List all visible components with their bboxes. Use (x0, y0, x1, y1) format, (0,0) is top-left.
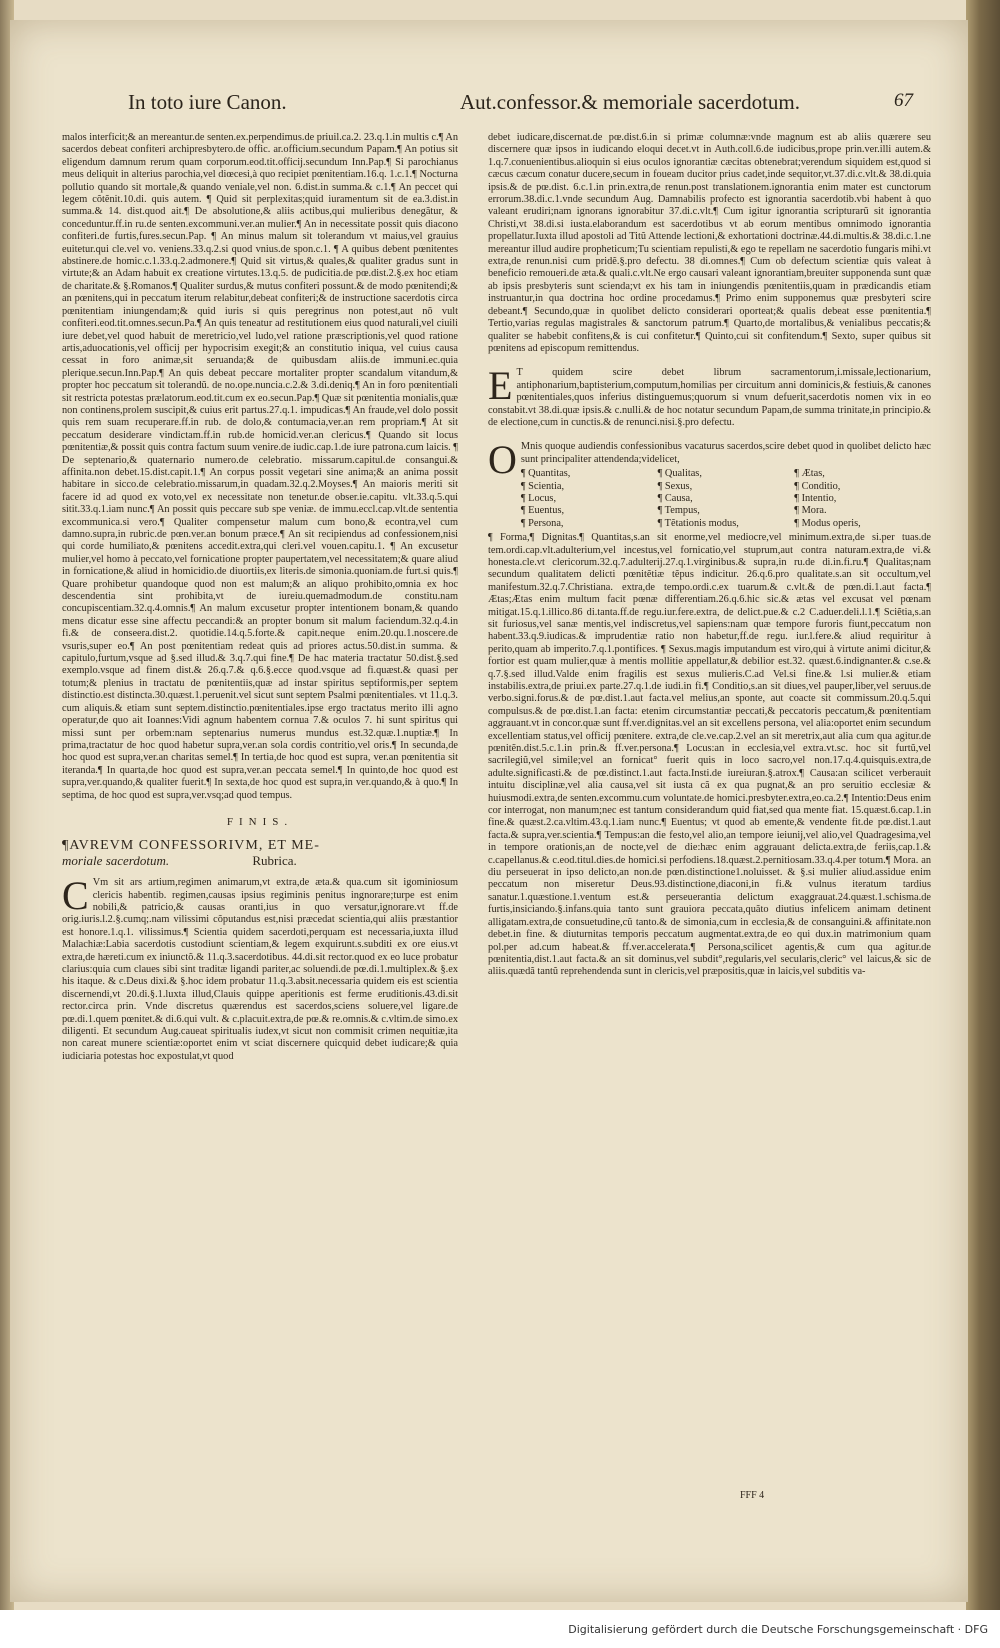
list-item: ¶ Intentio, (794, 492, 837, 504)
rubric-label: Rubrica. (252, 852, 297, 868)
running-head-title: Aut.confessor.& memoriale sacerdotum. (460, 90, 800, 114)
right-column-text-4: ¶ Forma,¶ Dignitas.¶ Quantitas,s.an sit enorme,vel mediocre,vel minimum.extra,de si.per tuas.de tem.ordi.cap.vlt.adulterium,vel incestus,vel fornicatio,vel stuprum,aut contra naturam.extra,de vi.& honesta.cle.vt clericorum.32.q.7.adulterij.27.q.1.virginibus.& supra,in ru.de di.in.fi.ru.¶ Qualitas;nam secundum qualitatem delicti pœnitẽtiæ tẽpus indicitur. 26.q.6.pro qualitate.s.an sit occultum,vel manifestum.32.q.7.Christiana. extra,de tempo.ordi.c.ex tuarum.& c.vlt.& de pœn.di.1.aut facta.¶ Ætas;Ætas enim multum facit pœnæ differentiam.26.q.6.hic sic.& ætas vel excusat vel pœnam mitigat.15.q.1.illico.86 di.tanta.ff.de regu.iur.fere.extra, de delict.pue.& c.2 C.aduer.deli.l.1.¶ Sciẽtia,s.an sit furiosus,vel sanæ mentis,vel indiscretus,vel sapiens:nam quæ tempore furoris fiunt,peccatum non habent.33.q.9.iudicas.& imprudentiæ ratio non habetur,ff.de regu. iur.l.fere.& aliud requiritur à perito,quam ab imperito.7.q.1.pontifices. ¶ Sexus.magis imputandum est viro,qui à virtute animi dicitur,& fortior est quam mulier,quæ à mentis mollitie appellatur,& debilior est.32. quæst.6.indignanter.& c.se.& q.7.§.sed illud.Valde enim fragilis est sexus mulieris.C.ad Vel.si fine.& l.si mulier.& etiam instabilis.extra,de priui.ex parte.27.q.1.de iudi.in fi.¶ Conditio,s.an sit diues,vel pauper,liber,vel seruus.de verbo.signi.forus.& de pœ.dist.1.aut facta.vel melius,an sponte, aut coacte sit commissum.20.q.5.qui compulsus.& de pœ.dist.1.an facta: etenim circumstantiæ peccati,& peccatoris peccatum,& pœnitentiam aggrauant.vt in concor.quæ sunt ff.ver.dignitas.vel an sit excellens persona, vel alia:oportet enim secundum excellentiam status,vel officij pœnitere. extra,de cle.ve.cap.2.vel an sit meretrix,aut alia cum qua agitur.de pœnitẽn.dist.5.c.1.in prin.& ff.ver.persona.¶ Locus:an in ecclesia,vel extra.vt.sc. hoc sit furtũ,vel sacrilegiũ,vel simile;vel an fornicat° fuerit quis in loco sacro,vel non.17.q.4.quisquis.extra,de adulte.significasti.& de pœ.distinct.1.aut facta.Insti.de iureiuran.§.atrox.¶ Causa:an scilicet verberauit intuitu disciplinæ,vel alia causa,vel sit iusta cã ex qua pugnat,& an pro seruitio ecclesiæ & huiusmodi.extra,de senten.excommu.cum voluntate.de homici.presbyter.extra,eo.ca.2.¶ Intentio:Deus enim cor interrogat, non manum;nec est tantum considerandum quid fiat,sed qua mente fiat. 15.quæst.6.cap.1.in fine.& quæst.2.ca.vltim.43.q.1.iam nunc.¶ Euentus; vt quod ab emente,& vendente fit.de pœ.dist.1.aut facta.& supra,ver.scientia.¶ Tempus:an die festo,vel alio,an tempore ieiunij,vel alio,vel Quadragesima,vel in tempore orationis,an de nocte,vel de die:hæc enim aggrauant delicta.extra,de feriis,cap.1.& c.capellanus.& c.eod.titul.dies.de homici.si perfodiens.18.quæst.2.pernitiosam.33.q.4.per totum.¶ Mora. an diu perseuerat in ipso delicto,an non.de pœn.distinctione1.noluisset. & §.si mulier aliud.assidue enim peccatum non miseretur Deus.93.distinctione,diaconi,in fi.& vulnus iteratum tardius sanatur.1.quæstione.1.ventum est.& perseuerantia delictum exaggrauat.24.quæst.1.schisma.de furtis,insiciando.§.infans.quia tanto sunt grauiora peccata,quãto diutius infelicem animam detinent alligatam.extra,de consuetudine,cũ tanto.& de simonia,cum in ecclesia,& de consanguini.& affinitate.non debet.in fine. & diuturnitas temporis peccatum augmentat.extra,de eo qui dux.in matrimonium quam pol.per ad.cum habeat.& ff.ver.accelerata.¶ Persona,scilicet agentis,& cum qua agitur.de pœnitentia,dist.1.aut facta.& an sit dominus,vel subdit°,regularis,vel secularis,cleric° vel laicus,& sic de aliis.quædã tantũ reprehendenda sunt in clericis,vel præpositis,quæ in laicis,vel subditis va- (488, 532, 931, 978)
circumstance-list (521, 468, 931, 530)
list-item: ¶ Conditio, (794, 480, 841, 492)
list-item: ¶ Scientia, (520, 480, 565, 492)
list-item: ¶ Sexus, (657, 480, 693, 492)
list-item: ¶ Quantitas, (520, 468, 571, 480)
list-item: ¶ Causa, (657, 492, 693, 504)
list-item: ¶ Modus operis, (794, 517, 861, 529)
rubric-title: ¶AVREVM CONFESSORIVM, ET ME- (62, 838, 320, 854)
book-right-edge (966, 0, 1000, 1648)
footer-credit: Digitalisierung gefördert durch die Deutsche Forschungsgemeinschaft · DFG (568, 1623, 988, 1636)
footer-bar (0, 1610, 1000, 1648)
signature-mark: FFF 4 (740, 1490, 765, 1501)
right-column-text: debet iudicare,discernat.de pœ.dist.6.in si primæ columnæ:vnde magnum est ab aliis quærere seu discernere quæ ipsos in iudicando eloqui decet.vt in Auth.coll.6.de iudicibus,prope prin.ver.illi autem.& 1.q.7.conuenientibus.alioquin si eius oculos ignorantiæ cæcitas obtenebrat;verendum siquidem est,quod si cæcus cæcum conatur ducere,secum in foueam ducitor prius cadet,inde sequitor,vt.37.di.c.vlt.& 38.di.quia ipsis.& de pœ.dist. 6.c.1.in prin.extra,de renun.post translationem.ignorantia enim mater est cunctorum errorum.38.di.c.1.vnde secundum Aug. Damnabilis profecto est ignorantia sacerdotib.vbi habent à quo valeant erudiri;nam ignorans ignorabitur 37.di.c.vlt.¶ Cum igitur ignorantia scripturarũ sit ignorantia Christi,vt 38.di.si iusta.elaborandum est sacerdotibus vt ab eorum mentibus omnimodo ignorantia propellatur.Iuxta illud apostoli ad Titũ Attende lectioni,& exhortationi doctrinæ.44.di.multis.& 38.di.c.1.ne mereantur illud audire propheticum;Tu scientiam repulisti,& ego te repellam ne sacerdotio fungaris mihi.vt extra,de renun.nisi cum pridẽ.§.pro defectu. 38 di.omnes.¶ Cum ob defectum scientiæ quis valeat à beneficio remoueri.de æta.& quali.c.vlt.Ne ergo causari valeant ignorantiam,breuiter supponenda sunt quæ ab ipsis presbyteris sunt scienda;vt ex his tam in iniungendis pœnitentiis,quam in prædicandis etiam instruantur,in qua doctrina hoc ordine procedamus.¶ Primo enim supponemus quæ presbyteri scire debeant.¶ Secundo,quæ in quolibet delicto considerari oporteat;& qualis debeat esse pœnitentia.¶ Tertio,varias regulas magistrales & sanctorum patrum.¶ Quarto,de mortalibus,& venialibus peccatis;& qualiter se habebit confitens,& is cui confitetur.¶ Quinto,cui sit confitendum.¶ Sexto, super quibus sit pœnitens ad episcopum remittendus. (488, 132, 931, 354)
list-item: ¶ Ætas, (794, 468, 825, 480)
left-column (62, 132, 458, 1500)
right-column-text-2: T quidem scire debet librum sacramentorum,i.missale,lectionarium, antiphonarium,baptisterium,computum,homilias per circuitum anni dominicis,& festiuis,& canones pœnitentiales,quos inferius distinguemus;quorum si vnum defuerit,sacerdotis nomen vix in eo constabit.vt 38.di.quæ ipsis.& c.nulli.& de hoc notatur secundum Papam,de summa trinitate,in principio.& de electione,cum in cunctis.& de renunci.nisi.§.pro defectu. (488, 367, 931, 428)
list-item: ¶ Euentus, (520, 505, 565, 517)
list-item: ¶ Mora. (794, 505, 827, 517)
running-head-left: In toto iure Canon. (128, 90, 287, 114)
rubric-subtitle-italic: moriale sacerdotum. (62, 852, 170, 868)
left-column-text: malos interficit;& an mereantur.de senten.ex.perpendimus.de priuil.ca.2. 23.q.1.in multis c.¶ An sacerdos debeat confiteri archipresbytero.de offic. ar.officium.secundum Papam.¶ An potius sit eligendum damnum rerum quam corporum.eod.tit.officij.secundum Inn.Pap.¶ Si parochianus meus deliquit in alterius parochia,vel diœcesi,à quo recipiet pœnitentiam.16.q. 1.c.1.¶ Nocturna pollutio quando sit mortale,& quando veniale,vel non. 6.dist.in summa.& c.1.¶ An peccet qui legem cõtẽnit.10.di. quis autem. ¶ Quid sit perplexitas;quid iuramentum sit de ea.3.dist.in summa.& 14. dist.quod ait.¶ De absolutione,& aliis actibus,qui mulieribus denegãtur, & conceduntur.ff.in ru.de senten.excommuni.ver.an mulier.¶ An in necessitate possit quis diacono confiteri.de furtis,fures.secun.Pap. ¶ An minus malum sit tolerandum vt maius,vel grauius euitetur.qui cle.vel vo. veniens.33.q.2.si quod vnius.de spon.c.1. ¶ A quibus debent pœnitentes abstinere.de homic.c.1.33.q.2.admonere.¶ Quid sit virtus,& quales,& qualiter gradus sunt in virtute;& an Adam habuit ex creatione virtutes.13.q.5. de pudicitia.de pœ.dist.2.§.ex hoc etiam de charitate.& §.Romanos.¶ Qualiter surdus,& mutus confiteri possunt.& de modo pœnitendi;& an pœnitens,qui in peccatum iterum relabitur,debeat confiteri;& de instructione sacerdotis circa pœnitentiam iniungendam;& quid iuris si quis peregrinus non potest,aut nõ vult confiteri.eod.tit.omnes.secun.Pa.¶ An quis teneatur ad restitutionem eius quod naturali,vel ciuili iure debet,vel quod habuit de meretricio,vel ludo,vel ratione præscriptionis,vel quod ratione artis,aduocationis,vel officij per hypocrisim exegit;& an constitutio iniqua, vel cuius causa cessat in foro animæ,sit seruanda;& de quibusdam aliis.de immuni.ec.quia plerique.secun.Inn.Pap.¶ An quis debeat peccare mortaliter propter scandalum vitandum,& propter hoc peccatum sit tolerandũ. de no.ope.nuncia.c.2.& 3.di.deniq.¶ An in foro pœnitentiali sit restricta potestas prælatorum.eod.tit.cum ex eo.secun.Pap.¶ Quæ sit pœnitentia monialis,quæ non continens,prolem suscipit,& cuius erit partus.27.q.1. impudicas.¶ An fraude,vel dolo possit quis rem suam recuperare.ff.in rub. de dolo,& contumacia,ver.an rem propriam.¶ At sit peccatum desiderare vindictam.ff.in rub.de homicid.ver.an clericus.¶ Quando sit locus pœnitentiæ,& possit quis contra factum suum venire.de iudic.cap.1.de iure patrona.cum laicis. ¶ De septenario,& quaternario numero.de celebratio. missarum.capitul.de consangui.& affinita.non debet.15.dist.capit.1.¶ An corpus possit vegetari sine anima;& an anima possit habitare in sicco.de celebratio.missarum,in quadam.32.q.2.Moyses.¶ An maioris meriti sit facere id ad quod ex voto,vel ex necessitate non tenetur.de obser.ie.capitu. vlt.33.q.5.qui sitit.33.q.1.iam nunc.¶ An possit quis peccare sub spe veniæ. de immu.eccl.cap.vlt.de sententia excommunica.si vero.¶ Qualiter compensetur malum cum bono,& econtra,vel cum damno.supra,in rubric.de pœn.ver.an bonum præce.¶ An sit recipiendus ad confessionem,nisi qui corde humiliato,& pœnitens accedit.extra,qui cleri.vel vouen.capitu.1. ¶ An excusetur mulier,vel homo à peccato,vel fornicatione propter paupertatem,vel necessitatem;& quare aliud in fornicatione,& aliud in homicidio.de diuortiis,ex literis.de simonia.quoniam.de furt.si quis.¶ Quare prohibetur quandoque quod non est malum;& an aliquo prohibito,omnia ex hoc descendentia sint prohibita,vt de iureiu.quemadmodum.de constitu.nam concupiscentiam.32.q.4.omnis.¶ An malum excusetur propter intentionem bonam,& quando mens dicatur esse sine affectu peccandi:& an propter bonum sit malum faciendum.32.q.4.in fi.& de conseera.dist.2. quotidie.14.q.5.forte.& capit.neque enim.20.qu.1.noscere.de vsuris,super eo.¶ An post pœnitentiam redeat quis ad priores actus.50.dist.in summa. & capitulo,furtum,vsque ad §.sed illud.& 3.q.7.qui fine.¶ De hac materia tractatur 50.dist.§.sed exemplo.vsque ad finem dist.& 26.q.7.& q.6.§.ecce quod.vsque ad fi.quæst.& quasi per totum;& plenius in tractatu de pœnitentiis,quæ ad instar spiritus septiformis,per septem distinctio.est distincta.30.quæst.1.peruenit.vel sicut sunt septem Psalmi pœnitentiales. vt 11.q.3. cum aliquis.& etiam sunt septem.distinctio.pœnitentiales.ipse ergo tractatus merito illi agno operatur,de quo ait Ioannes:Vidi agnum habentem cornua 7.& oculos 7. hi sunt spiritus qui missi sunt per orbem:nam septenarius numerus mundus est.32.quæ.1.nuptiæ.¶ In prima,tractatur de hoc quod habetur supra,ver.an sola cordis contritio,vel oris.¶ In secunda,de hoc quod est supra,ver.an charitas semel.¶ In tertia,de hoc quod est supra, ver.an pœnitentia sit iteranda.¶ In quarta,de hoc quod est supra,ver.an peccata semel.¶ In quinto,de hoc quod est supra,ver.quando,& qualiter fuerit.¶ In sexta,de hoc quod est supra,in ver.quando,& à quo.¶ In septima, de hoc quod est supra,ver.vsq;ad quod tempus. (62, 132, 458, 801)
rubric-subtitle (62, 852, 458, 868)
list-item: ¶ Tẽtationis modus, (657, 517, 739, 529)
list-item: ¶ Locus, (520, 492, 557, 504)
list-item: ¶ Persona, (520, 517, 564, 529)
right-column-text-3: Mnis quoque audiendis confessionibus vacaturus sacerdos,scire debet quod in quolibet delicto hæc sunt principaliter attendenda;videlicet, (520, 441, 931, 465)
list-item: ¶ Qualitas, (657, 468, 702, 480)
left-column-text-2: Vm sit ars artium,regimen animarum,vt extra,de æta.& qua.cum sit igominiosum clericis habentib. regimen,causas ipsius regiminis penitus ingnorare;turpe est enim nobili,& patricio,& causas oranti,ius in quo versatur,ignorare.vt ff.de orig.iuris.l.2.§.cumq;.nam vilissimi cõputandus est,nisi præcedat scientia,qui aliis præstantior est honore.1.q.1. vilissimus.¶ Scientia quidem sacerdoti,perquam est necessaria,iuxta illud Malachiæ:Labia sacerdotis custodiunt scientiam,& legem exquirunt.s.subditi ex ore eius.vt extra,de hæreti.cum ex iniunctõ.& 11.q.3.sacerdotibus. 44.di.sit rector.quod ex eo luce probatur clarius:quia cum claues sibi sint traditæ ligandi pariter,ac soluendi.de pœ.di.1.multiplex.& §.ex his itaque. & c.Deus dixi.& §.hoc idem probatur 11.q.3.absit.necessaria quidem eis est scientia discernendi,vt 20.di.§.1.luxta illud,Clauis quippe aperitionis est ferme eruditionis.43.di.sit rector.circa prin. Vnde discretus quærendus est sacerdos,sciens soluere,vel ligare.de pœ.di.1.quem pœnitet.& di.6.qui vult. & c.placuit.extra,de pœ.& re.omnis.& c.vltim.de simo.ex diligenti. Et secundum Aug.caueat spiritualis iudex,vt sicut non commisit crimen nequitiæ,ita non careat munere scientiæ:oportet enim vt sciat discernere quicquid debet iudicare;& quia iudiciaria potestas hoc expostulat,vt quod (62, 877, 458, 1062)
decorated-initial: C (62, 873, 89, 919)
right-column (488, 132, 931, 1482)
list-item: ¶ Tempus, (657, 505, 700, 517)
book-page (10, 20, 968, 1602)
decorated-initial-e: E (488, 363, 513, 409)
finis-mark: FINIS. (226, 815, 294, 828)
decorated-initial-o: O (488, 437, 517, 483)
folio-number: 67 (894, 90, 913, 111)
